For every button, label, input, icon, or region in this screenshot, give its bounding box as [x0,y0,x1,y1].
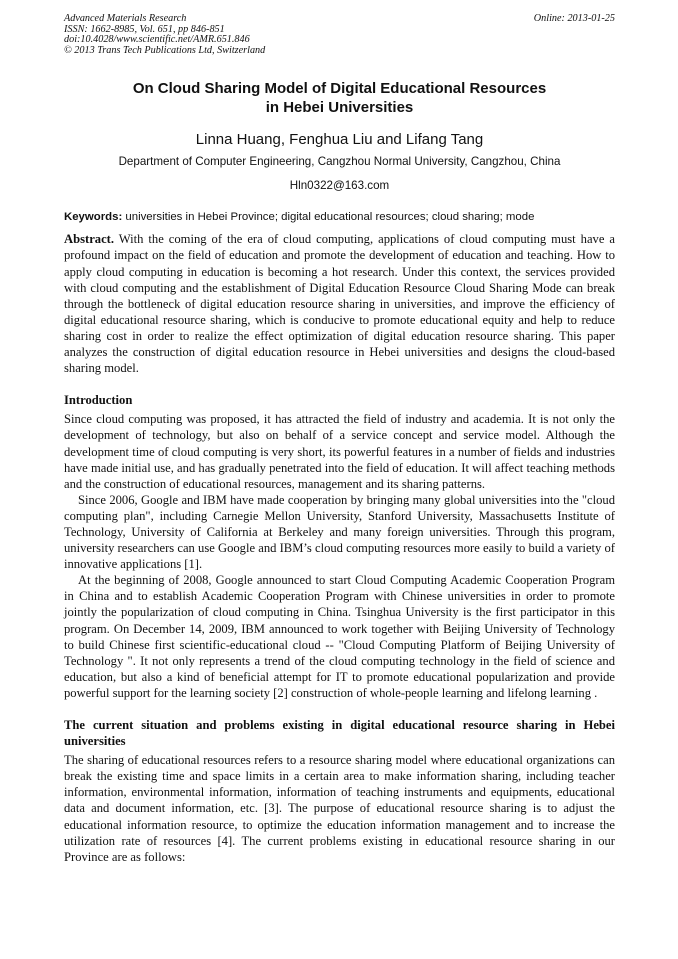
abstract-text: With the coming of the era of cloud computing, applications of cloud computing must have a profound impact on the field of education and promote the development of education and teaching. How to apply cloud computing in education is becoming a hot research. Under this context, the services provided with cloud computing and the establishment of Digital Education Resource Cloud Sharing Mode can break through the bottleneck of digital education resource sharing in universities, and improve the efficiency of digital educational resource sharing, which is conducive to promote educational equity and help to reduce sharing cost in order to realize the effect optimization of digital education resource sharing. This paper analyzes the construction of digital education resource in Hebei universities and designs the cloud-based sharing model. [64,232,615,376]
title-line-2: in Hebei Universities [265,98,414,116]
issn-line: ISSN: 1662-8985, Vol. 651, pp 846-851 [64,23,225,35]
paper-title [64,80,615,117]
intro-paragraph-1: Since cloud computing was proposed, it has attracted the field of industry and academia. It is not only the development of technology, but also on behalf of a service concept and service model. Although the development time of cloud computing is very short, its powerful features in a number of fields and industries have made initial use, and has gradually penetrated into the field of education. It will affect teaching methods and the construction of educational resources, management and its sharing patterns. [64,412,615,491]
copyright-line: © 2013 Trans Tech Publications Ltd, Switzerland [64,44,266,56]
keywords-label: Keywords: [64,211,123,224]
section-heading-current-situation: The current situation and problems existing in digital educational resource sharing in Hebei universities [64,718,615,749]
keywords [64,209,615,225]
authors: Linna Huang, Fenghua Liu and Lifang Tang [195,131,484,149]
journal-name: Advanced Materials Research [64,13,187,24]
keywords-text: universities in Hebei Province; digital educational resources; cloud sharing; mode [125,211,535,224]
abstract [64,231,615,376]
doi-line[interactable]: doi:10.4028/www.scientific.net/AMR.651.846 [64,34,250,46]
paper-page [64,14,615,865]
abstract-label: Abstract. [64,232,115,247]
online-date: Online: 2013-01-25 [533,13,615,24]
section-heading-introduction: Introduction [64,393,133,408]
intro-paragraph-3: At the beginning of 2008, Google announced to start Cloud Computing Academic Cooperation Program in China and to establish Academic Cooperation Program with Chinese universities in order to promote jointly the popularization of cloud computing in China. Tsinghua University is the first participator in this program. On December 14, 2009, IBM announced to work together with Beijing University of Technology to build Chinese first scientific-educational cloud -- "Cloud Computing Platform of Beijing University of Technology ". It not only represents a trend of the cloud computing technology in the field of science and education, but also a kind of beneficial attempt for IT to promote educational popularization and provide powerful support for the learning society [2] construction of whole-people learning and lifelong learning . [64,573,615,700]
journal-header [64,14,615,56]
author-email[interactable]: Hln0322@163.com [289,179,390,193]
section2-paragraph-1: The sharing of educational resources refers to a resource sharing model where educational organizations can break the existing time and space limits in a certain area to make information sharing, including teacher information, environmental information, information of teaching instruments and equipments, educational data and document information, etc. [3]. The purpose of educational resource sharing is to adjust the educational information resource, to optimize the education information management and to increase the utilization rate of resources [4]. The current problems existing in educational resource sharing in our Province are as follows: [64,753,615,864]
intro-paragraph-2: Since 2006, Google and IBM have made cooperation by bringing many global universities into the "cloud computing plan", including Carnegie Mellon University, Stanford University, Massachusetts Institute of Technology, University of California at Berkeley and many foreign universities. Through this program, university researchers can use Google and IBM’s cloud computing resources more easily to build a variety of innovative applications [1]. [64,492,615,572]
affiliation: Department of Computer Engineering, Cangzhou Normal University, Cangzhou, China [118,155,561,169]
title-line-1: On Cloud Sharing Model of Digital Educational Resources [132,80,547,98]
